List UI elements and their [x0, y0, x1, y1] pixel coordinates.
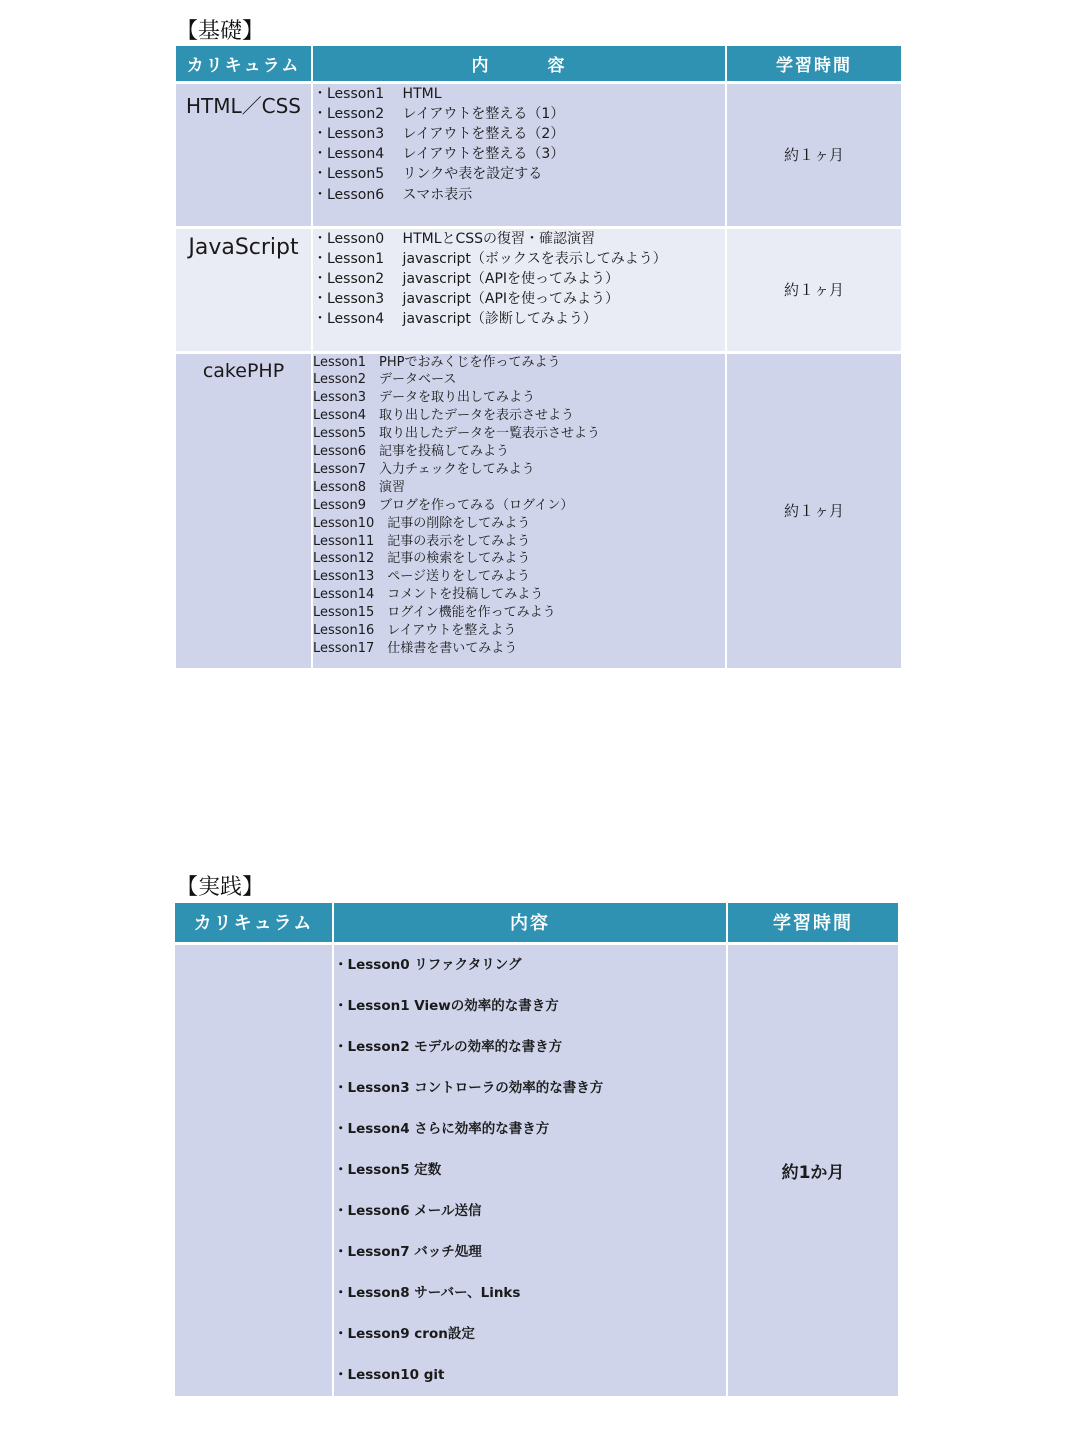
list-item: Lesson9 ブログを作ってみる（ログイン） [313, 497, 574, 513]
row-cakephp [176, 352, 901, 668]
row-javascript [176, 227, 901, 352]
category-javascript: JavaScript [176, 227, 312, 352]
basics-curriculum-table [176, 46, 901, 668]
list-item: ・ Lesson10 git [334, 1355, 726, 1396]
list-item: ・ Lesson8 サーバー、Links [334, 1273, 726, 1314]
header-curriculum: カリキュラム [175, 903, 333, 943]
practice-header-row [175, 903, 898, 943]
header-study-time: 学習時間 [726, 46, 901, 82]
category-practice [175, 943, 333, 1396]
list-item: ・ Lesson3 レイアウトを整える（2） [313, 124, 725, 144]
list-item: Lesson16 レイアウトを整えよう [313, 623, 517, 639]
list-item: Lesson15 ログイン機能を作ってみよう [313, 605, 556, 621]
list-item: Lesson5 取り出したデータを一覧表示させよう [313, 426, 601, 442]
study-time-cakephp: 約１ヶ月 [726, 352, 901, 668]
row-practice [175, 943, 898, 1396]
list-item: ・ Lesson6 スマホ表示 [313, 185, 725, 205]
header-content: 内 容 [312, 46, 726, 82]
practice-section-title: 【実践】 [176, 875, 265, 900]
header-study-time: 学習時間 [727, 903, 898, 943]
list-item: Lesson17 仕様書を書いてみよう [313, 641, 518, 656]
lesson-list-practice [334, 945, 726, 1396]
category-cakephp: cakePHP [176, 352, 312, 668]
basics-header-row [176, 46, 901, 82]
list-item: Lesson6 記事を投稿してみよう [313, 444, 510, 460]
list-item: ・ Lesson0 HTMLとCSSの復習・確認演習 [313, 229, 725, 249]
list-item: ・ Lesson4 さらに効率的な書き方 [334, 1109, 726, 1150]
header-content: 内容 [333, 903, 727, 943]
practice-curriculum-table [175, 903, 898, 1396]
list-item: ・ Lesson2 レイアウトを整える（1） [313, 104, 725, 124]
list-item: Lesson1 PHPでおみくじを作ってみよう [313, 354, 561, 370]
list-item: ・ Lesson3 コントローラの効率的な書き方 [334, 1068, 726, 1109]
list-item: Lesson3 データを取り出してみよう [313, 390, 536, 406]
list-item: ・ Lesson4 レイアウトを整える（3） [313, 144, 725, 164]
list-item: Lesson11 記事の表示をしてみよう [313, 533, 531, 549]
basics-section-title: 【基礎】 [176, 19, 265, 44]
category-html-css: HTML／CSS [176, 82, 312, 227]
list-item: ・ Lesson5 リンクや表を設定する [313, 164, 725, 184]
list-item: Lesson14 コメントを投稿してみよう [313, 587, 544, 603]
list-item: ・ Lesson2 javascript（APIを使ってみよう） [313, 269, 725, 289]
list-item: ・ Lesson4 javascript（診断してみよう） [313, 309, 725, 329]
list-item: Lesson7 入力チェックをしてみよう [313, 461, 535, 477]
list-item: Lesson10 記事の削除をしてみよう [313, 515, 531, 531]
list-item: ・ Lesson9 cron設定 [334, 1314, 726, 1355]
list-item: ・ Lesson7 バッチ処理 [334, 1232, 726, 1273]
list-item: ・ Lesson6 メール送信 [334, 1191, 726, 1232]
study-time-javascript: 約１ヶ月 [726, 227, 901, 352]
list-item: Lesson12 記事の検索をしてみよう [313, 551, 531, 567]
study-time-practice: 約1か月 [727, 943, 898, 1396]
list-item: ・ Lesson5 定数 [334, 1150, 726, 1191]
list-item: Lesson2 データベース [313, 372, 457, 388]
list-item: ・ Lesson2 モデルの効率的な書き方 [334, 1027, 726, 1068]
list-item: Lesson13 ページ送りをしてみよう [313, 569, 531, 585]
lesson-list-javascript [313, 229, 725, 330]
lesson-list-cakephp [313, 354, 725, 658]
list-item: ・ Lesson1 Viewの効率的な書き方 [334, 986, 726, 1027]
list-item: Lesson4 取り出したデータを表示させよう [313, 408, 575, 424]
header-curriculum: カリキュラム [176, 46, 312, 82]
list-item: ・ Lesson0 リファクタリング [334, 945, 726, 986]
list-item: ・ Lesson3 javascript（APIを使ってみよう） [313, 289, 725, 309]
list-item: ・ Lesson1 javascript（ボックスを表示してみよう） [313, 249, 725, 269]
list-item: ・ Lesson1 HTML [313, 84, 725, 104]
study-time-html-css: 約１ヶ月 [726, 82, 901, 227]
row-html-css [176, 82, 901, 227]
lesson-list-html-css [313, 84, 725, 205]
list-item: Lesson8 演習 [313, 479, 406, 495]
